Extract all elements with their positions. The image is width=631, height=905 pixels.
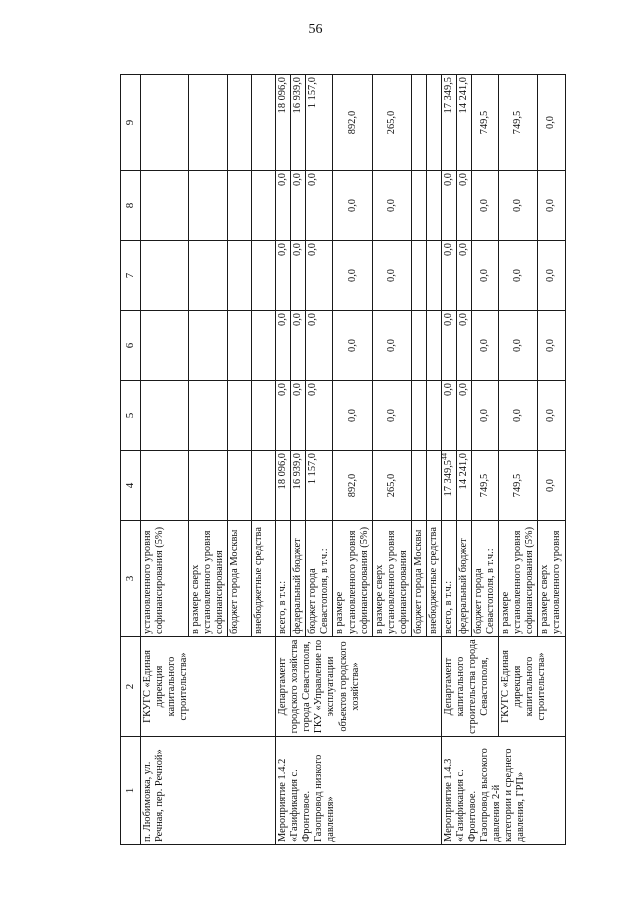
source-cell: бюджет города Севастополя, в т.ч.: (306, 521, 333, 637)
value-text: 17 349,5 (442, 460, 454, 497)
table-row (141, 75, 189, 845)
page-number: 56 (308, 22, 323, 37)
value-cell: 749,5 (499, 451, 538, 521)
activity-cell: п. Любимовка, ул. Речная, пер. Речной» (141, 737, 276, 845)
value-cell: 0,0 (372, 241, 411, 311)
source-cell: бюджет города Москвы (228, 521, 252, 637)
value-cell: 0,0 (276, 241, 291, 311)
source-cell: бюджет города Севастополя, в т.ч.: (472, 521, 499, 637)
source-cell: в размере сверх установленного уровня софинансирования (372, 521, 411, 637)
financing-table (120, 74, 566, 845)
executor-cell: Департамент городского хозяйства города Севастополя, ГКУ «Управление по эксплуатации объектов городского хозяйства» (276, 637, 442, 737)
executor-cell: ГКУГС «Единая дирекция капитального строительства» (499, 637, 565, 737)
source-cell: федеральный бюджет (291, 521, 306, 637)
value-cell: 0,0 (499, 311, 538, 381)
column-header: 9 (121, 75, 141, 171)
value-cell: 0,0 (291, 381, 306, 451)
value-cell: 0,0 (372, 381, 411, 451)
column-header: 1 (121, 737, 141, 845)
source-cell: внебюджетные средства (252, 521, 276, 637)
value-cell: 0,0 (538, 311, 565, 381)
rotated-table-container (120, 75, 563, 845)
column-header: 5 (121, 381, 141, 451)
value-cell: 18 096,0 (276, 75, 291, 171)
executor-cell: Департамент капитального строительства города Севастополя, (441, 637, 498, 737)
value-cell: 0,0 (333, 171, 372, 241)
value-cell: 0,0 (372, 171, 411, 241)
value-cell: 14 241,0 (457, 451, 472, 521)
value-cell (441, 451, 456, 521)
value-cell: 0,0 (538, 451, 565, 521)
value-cell: 0,0 (499, 381, 538, 451)
table-row (441, 75, 456, 845)
value-cell: 0,0 (457, 381, 472, 451)
value-cell: 17 349,5 (441, 75, 456, 171)
value-cell: 0,0 (499, 241, 538, 311)
source-cell: в размере сверх установленного уровня софинансирования (189, 521, 228, 637)
source-cell: всего, в т.ч.: (276, 521, 291, 637)
value-cell: 0,0 (441, 171, 456, 241)
value-cell: 749,5 (472, 451, 499, 521)
value-cell: 0,0 (306, 381, 333, 451)
value-cell: 0,0 (333, 311, 372, 381)
value-cell: 0,0 (333, 241, 372, 311)
source-cell: всего, в т.ч.: (441, 521, 456, 637)
source-cell: установленного уровня софинансирования (5%) (141, 521, 189, 637)
column-header: 4 (121, 451, 141, 521)
value-cell: 265,0 (372, 75, 411, 171)
value-cell: 0,0 (306, 311, 333, 381)
value-cell: 0,0 (306, 241, 333, 311)
value-cell: 0,0 (333, 381, 372, 451)
value-cell: 0,0 (276, 381, 291, 451)
value-cell: 0,0 (291, 311, 306, 381)
value-cell: 14 241,0 (457, 75, 472, 171)
source-cell: бюджет города Москвы (411, 521, 426, 637)
value-cell: 0,0 (441, 381, 456, 451)
value-cell: 892,0 (333, 75, 372, 171)
value-cell: 0,0 (472, 171, 499, 241)
source-cell: в размере сверх установленного уровня (538, 521, 565, 637)
executor-cell: ГКУГС «Единая дирекция капитального строительства» (141, 637, 276, 737)
value-cell: 892,0 (333, 451, 372, 521)
value-cell: 0,0 (276, 311, 291, 381)
column-header: 8 (121, 171, 141, 241)
table-row (276, 75, 291, 845)
value-cell: 0,0 (291, 171, 306, 241)
column-number-row (121, 75, 141, 845)
source-cell: федеральный бюджет (457, 521, 472, 637)
column-header: 3 (121, 521, 141, 637)
source-cell: внебюджетные средства (426, 521, 441, 637)
value-cell: 0,0 (472, 311, 499, 381)
source-cell: в размере установленного уровня софинансирования (5%) (333, 521, 372, 637)
column-header: 2 (121, 637, 141, 737)
value-cell: 749,5 (472, 75, 499, 171)
value-cell: 1 157,0 (306, 451, 333, 521)
value-cell: 0,0 (538, 381, 565, 451)
value-cell: 0,0 (538, 75, 565, 171)
column-header: 7 (121, 241, 141, 311)
value-cell: 0,0 (441, 241, 456, 311)
value-cell: 0,0 (291, 241, 306, 311)
footnote-marker: 44 (440, 453, 449, 460)
value-cell: 265,0 (372, 451, 411, 521)
value-cell: 1 157,0 (306, 75, 333, 171)
value-cell: 749,5 (499, 75, 538, 171)
value-cell: 18 096,0 (276, 451, 291, 521)
value-cell: 0,0 (441, 311, 456, 381)
table-row (499, 75, 538, 845)
activity-cell: Мероприятие 1.4.2 «Газификация с. Фронтовое. Газопровод низкого давления» (276, 737, 442, 845)
value-cell: 0,0 (306, 171, 333, 241)
value-cell: 0,0 (457, 311, 472, 381)
value-cell: 0,0 (457, 171, 472, 241)
value-cell: 0,0 (457, 241, 472, 311)
value-cell: 0,0 (538, 241, 565, 311)
activity-cell: Мероприятие 1.4.3 «Газификация с. Фронтовое. Газопровод высокого давления 2-й категории и среднего давления, ГРП» (441, 737, 565, 845)
value-cell: 0,0 (472, 381, 499, 451)
value-cell: 0,0 (372, 311, 411, 381)
value-cell: 0,0 (499, 171, 538, 241)
value-cell: 16 939,0 (291, 451, 306, 521)
source-cell: в размере установленного уровня софинансирования (5%) (499, 521, 538, 637)
value-cell: 0,0 (538, 171, 565, 241)
value-cell: 0,0 (472, 241, 499, 311)
column-header: 6 (121, 311, 141, 381)
value-cell: 16 939,0 (291, 75, 306, 171)
value-cell: 0,0 (276, 171, 291, 241)
